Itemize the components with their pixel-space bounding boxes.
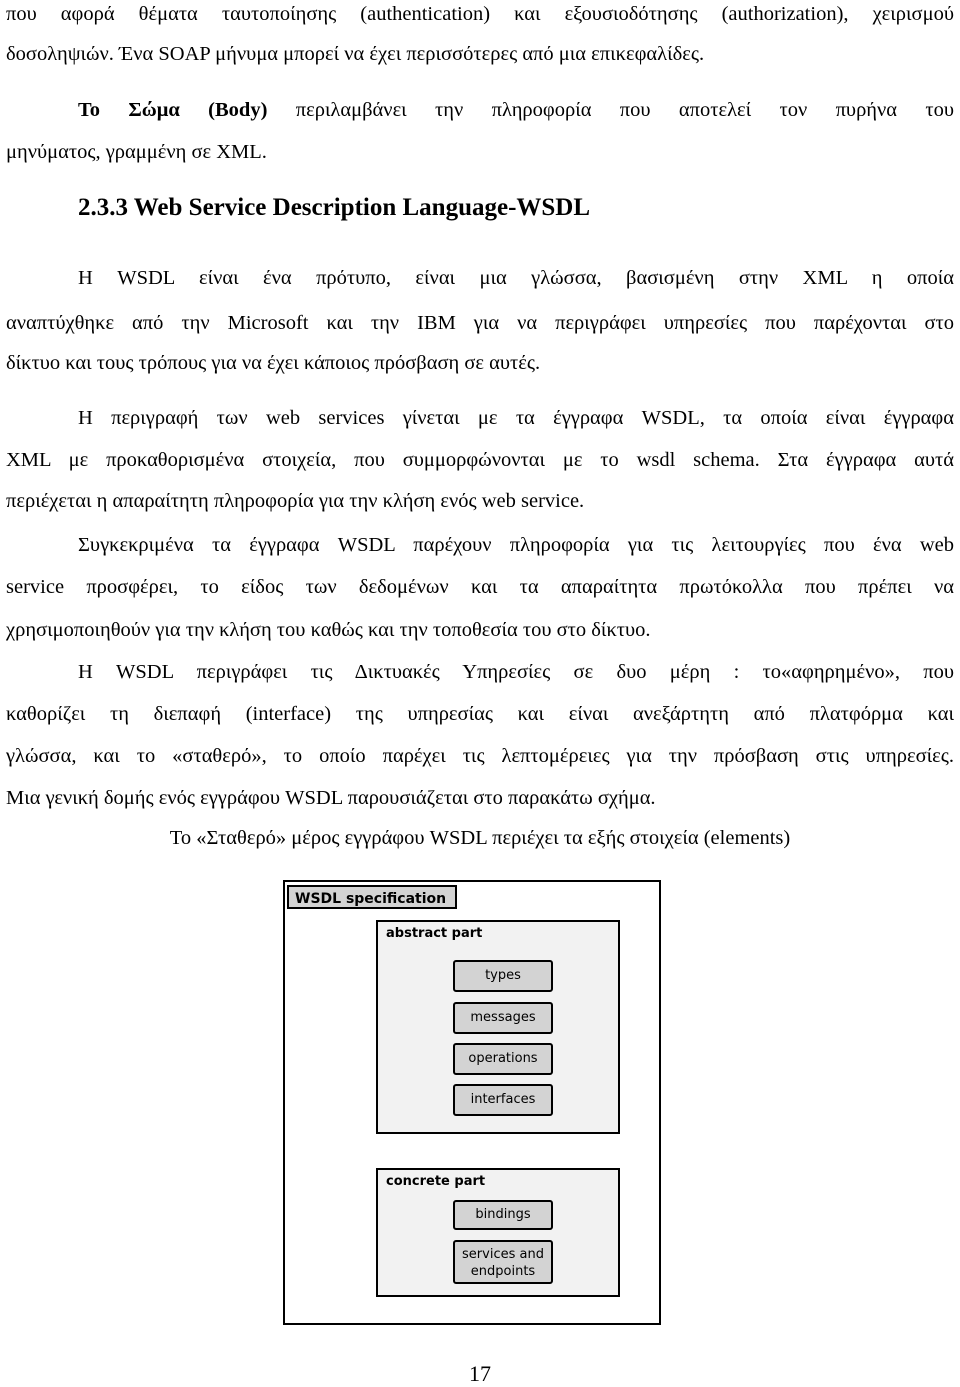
text-line: αναπτύχθηκε από την Microsoft και την IBM για να περιγράφει υπηρεσίες που παρέχονται στο [6,312,954,334]
text-line [78,98,954,122]
services-endpoints-item [453,1240,553,1284]
diagram-title: WSDL specification [287,885,457,909]
text-line: δίκτυο και τους τρόπους για να έχει κάποιος πρόσβαση σε αυτές. [6,352,541,374]
endpoints-line: endpoints [470,1264,536,1279]
page-number: 17 [469,1361,491,1386]
text-line: Η περιγραφή των web services γίνεται με τα έγγραφα WSDL, τα οποία είναι έγγραφα [78,407,954,429]
bindings-item: bindings [453,1200,553,1230]
services-line: services and [462,1247,544,1262]
bold-term: Το Σώμα (Body) [78,99,268,121]
text-line: Η WSDL είναι ένα πρότυπο, είναι μια γλώσσα, βασισμένη στην XML η οποία [78,267,954,289]
operations-item: operations [453,1043,553,1075]
text-line: Συγκεκριμένα τα έγγραφα WSDL παρέχουν πληροφορία για τις λειτουργίες που ένα web [78,534,954,556]
wsdl-diagram [283,880,661,1325]
concrete-part-label: concrete part [386,1174,486,1189]
text-line: δοσοληψιών. Ένα SOAP μήνυμα μπορεί να έχει περισσότερες από μια επικεφαλίδες. [6,43,705,65]
concrete-part-box [376,1168,620,1297]
text-line: Η WSDL περιγράφει τις Δικτυακές Υπηρεσίες σε δυο μέρη : το«αφηρημένο», που [78,661,954,683]
text-line: καθορίζει τη διεπαφή (interface) της υπηρεσίας και είναι ανεξάρτητη από πλατφόρμα και [6,703,954,725]
text-line: περιέχεται η απαραίτητη πληροφορία για την κλήση ενός web service. [6,490,585,512]
section-heading: 2.3.3 Web Service Description Language-WSDL [78,194,591,221]
text-line: γλώσσα, και το «σταθερό», το οποίο παρέχει τις λεπτομέρειες για την πρόσβαση στις υπηρεσίες. [6,745,954,767]
text-line: XML με προκαθορισμένα στοιχεία, που συμμορφώνονται με το wsdl schema. Στα έγγραφα αυτά [6,449,954,471]
text-line: μηνύματος, γραμμένη σε XML. [6,141,267,163]
text-line: Μια γενική δομής ενός εγγράφου WSDL παρουσιάζεται στο παρακάτω σχήμα. [6,787,656,809]
figure-caption: Το «Σταθερό» μέρος εγγράφου WSDL περιέχει τα εξής στοιχεία (elements) [169,827,791,849]
interfaces-item: interfaces [453,1084,553,1116]
abstract-part-box [376,920,620,1134]
abstract-part-label: abstract part [386,926,483,941]
text-line: service προσφέρει, το είδος των δεδομένων και τα απαραίτητα πρωτόκολλα που πρέπει να [6,576,954,598]
messages-item: messages [453,1002,553,1034]
text-line: που αφορά θέματα ταυτοποίησης (authentication) και εξουσιοδότησης (authorization), χειρισμού [6,3,954,25]
types-item: types [453,960,553,992]
text-span: περιλαμβάνει την πληροφορία που αποτελεί τον πυρήνα του [267,99,954,121]
text-line: χρησιμοποιηθούν για την κλήση του καθώς και την τοποθεσία του στο δίκτυο. [6,619,651,641]
